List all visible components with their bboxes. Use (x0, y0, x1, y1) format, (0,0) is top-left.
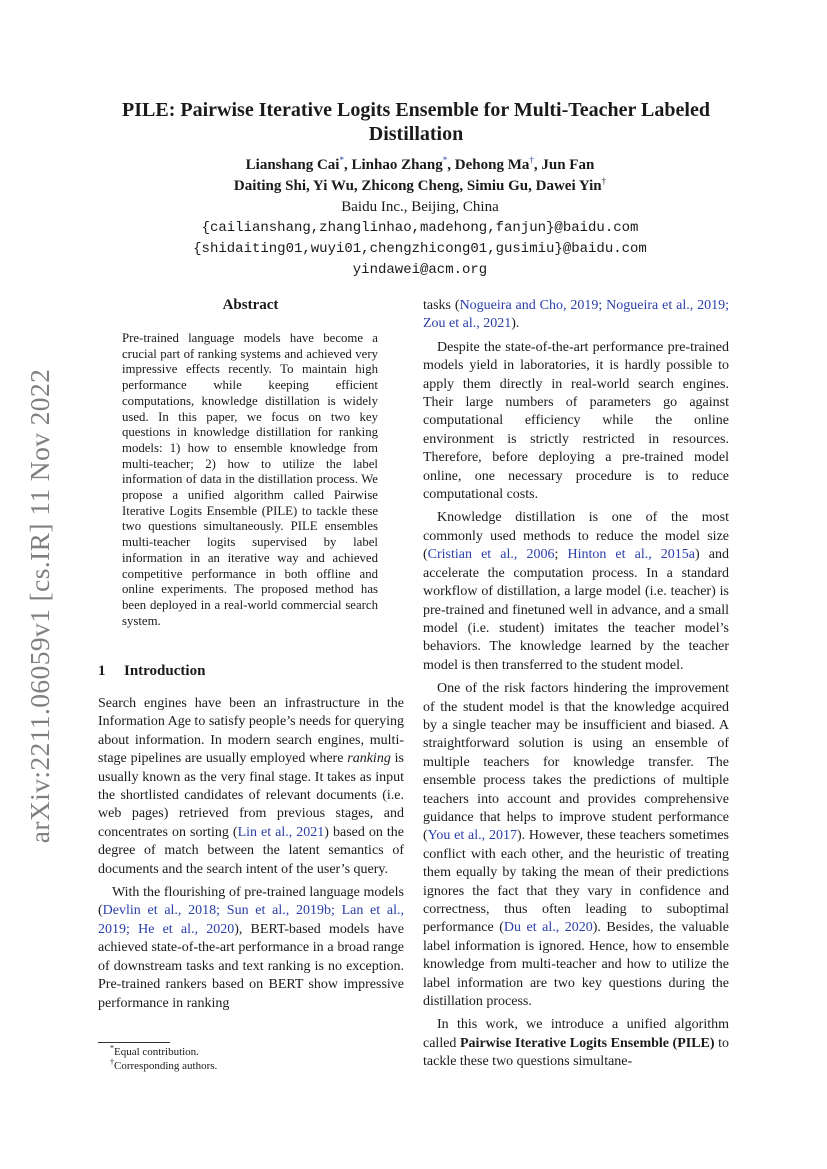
author-block (120, 155, 720, 281)
arxiv-identifier: arXiv:2211.06059v1 [cs.IR] 11 Nov 2022 (24, 368, 55, 844)
email-line-3: yindawei@acm.org (352, 262, 488, 278)
footnotes (110, 1045, 217, 1073)
section-heading-introduction: 1 Introduction (98, 663, 206, 679)
citation-link[interactable]: Nogueira and Cho, 2019; Nogueira et al., 2019; Zou et al., 2021 (423, 298, 730, 332)
paper-title: PILE: Pairwise Iterative Logits Ensemble for Multi-Teacher Labeled Distillation (122, 99, 710, 145)
citation-link[interactable]: Hinton et al., 2015a (567, 547, 696, 563)
intro-paragraph-5: One of the risk factors hindering the improvement of the student model is that the knowledge acquired by a single teacher may be insufficient and biased. A straightforward solution is using an ensemble of multiple teachers for knowledge transfer. The ensemble process takes the predictions of multiple teachers into account and provides comprehensive guidance that helps to improve student performance (You et al., 2017). However, these teachers sometimes conflict with each other, and the heuristic of treating them equally by taking the mean of their predictions ignores the fact that they vary in confidence and correctness, thus often leading to suboptimal performance (Du et al., 2020). Besides, the valuable label information is ignored. Hence, how to ensemble knowledge from multi-teacher and how to utilize the label information are two key questions during the distillation process. (423, 681, 730, 1010)
intro-paragraph-2: With the flourishing of pre-trained language models (Devlin et al., 2018; Sun et al., 2019b; Lan et al., 2019; He et al., 2020), BERT-based models have achieved state-of-the-art performance in a broad range of downstream tasks and text ranking is no exception. Pre-trained rankers based on BERT show impressive performance in ranking (98, 885, 405, 1011)
citation-link[interactable]: Du et al., 2020 (503, 920, 593, 936)
email-line-1: {cailianshang,zhanglinhao,madehong,fanjun}@baidu.com (201, 220, 639, 236)
right-column-body (423, 297, 729, 1077)
abstract-text: Pre-trained language models have become a crucial part of ranking systems and achieved very impressive effects recently. To maintain high performance while keeping efficient computations, knowledge distillation is widely used. In this paper, we focus on two key questions in knowledge distillation for ranking models: 1) how to ensemble knowledge from multi-teacher; 2) how to utilize the label information of data in the distillation process. We propose a unified algorithm called Pairwise Iterative Logits Ensemble (PILE) to tackle these two questions simultaneously. PILE ensembles multi-teacher logits supervised by label information in an iterative way and achieved competitive performance in both offline and online experiments. The proposed method has been deployed in a real-world commercial search system. (122, 331, 378, 628)
left-column-body (98, 695, 404, 1018)
author-line-1: Lianshang Cai*, Linhao Zhang*, Dehong Ma†, Jun Fan (245, 155, 595, 173)
intro-paragraph-6: In this work, we introduce a unified algorithm called Pairwise Iterative Logits Ensemble (PILE) to tackle these two questions simultane- (423, 1017, 730, 1070)
citation-link[interactable]: Devlin et al., 2018; Sun et al., 2019b; Lan et al., 2019; He et al., 2020 (98, 903, 404, 937)
citation-link[interactable]: Lin et al., 2021 (237, 824, 325, 840)
footnote-equal-contribution: *Equal contribution. (110, 1043, 199, 1058)
affiliation: Baidu Inc., Beijing, China (341, 199, 499, 215)
intro-paragraph-3: Despite the state-of-the-art performance pre-trained models yield in laboratories, it is hardly possible to apply them directly in real-world search engines. Their large numbers of parameters go against computational efficiency while the online environment is strictly restricted in resources. Therefore, before deploying a pre-trained model online, one necessary procedure is to reduce computational costs. (423, 339, 729, 503)
author-line-2: Daiting Shi, Yi Wu, Zhicong Cheng, Simiu Gu, Dawei Yin† (233, 176, 607, 194)
citation-link[interactable]: You et al., 2017 (427, 828, 517, 844)
footnote-corresponding-authors: †Corresponding authors. (110, 1057, 218, 1072)
email-line-2: {shidaiting01,wuyi01,chengzhicong01,gusimiu}@baidu.com (193, 241, 647, 257)
intro-paragraph-continued: tasks (Nogueira and Cho, 2019; Nogueira et al., 2019; Zou et al., 2021). (423, 298, 730, 332)
intro-paragraph-1: Search engines have been an infrastructure in the Information Age to satisfy people’s needs for querying about information. In modern search engines, multi-stage pipelines are usually employed where ranking is usually known as the very final stage. It takes as input the shortlisted candidates of relevant documents (i.e. web pages) retrieved from previous stages, and concentrates on sorting (Lin et al., 2021) based on the degree of match between the latent semantics of documents and the search intent of the user’s query. (98, 696, 405, 877)
intro-paragraph-4: Knowledge distillation is one of the most commonly used methods to reduce the model size (Cristian et al., 2006; Hinton et al., 2015a) and accelerate the computation process. In a standard workflow of distillation, a large model (i.e. teacher) is pre-trained and finetuned well in advance, and a small model (i.e. student) imitates the teacher model’s behaviors. The knowledge learned by the teacher model is then transferred to the student model. (423, 510, 729, 673)
footnote-rule (98, 1042, 170, 1043)
citation-link[interactable]: Cristian et al., 2006 (427, 547, 555, 563)
arxiv-sidebar (20, 366, 60, 846)
abstract-heading: Abstract (222, 297, 279, 313)
